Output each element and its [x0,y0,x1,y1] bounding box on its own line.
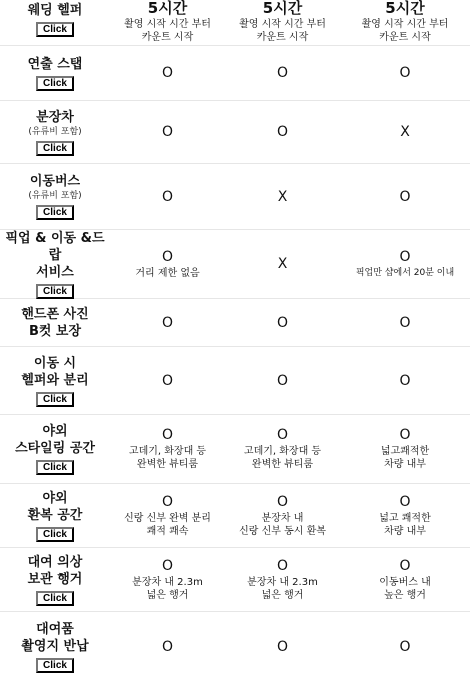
click-button[interactable]: Click [36,460,74,475]
table-row [0,101,470,164]
availability-mark: O [161,248,174,265]
click-button[interactable]: Click [36,22,74,37]
row-label: 환복 공간 [27,507,83,523]
row-label-cell [0,164,110,229]
availability-mark: O [161,372,174,389]
availability-mark: O [399,639,411,655]
availability-mark: O [276,639,289,655]
row-label: 대여품 [36,622,74,637]
table-cell [225,46,340,100]
availability-mark: X [277,256,288,272]
column-desc: 카운트 시작 [256,32,309,43]
cell-note: 차량 내부 [384,525,426,537]
table-row [0,46,470,101]
row-label-cell [0,415,110,483]
row-label-cell [0,299,110,346]
table-cell [110,347,225,414]
column-desc: 촬영 시작 시간 부터 [124,19,211,30]
row-label: 핸드폰 사진 [21,306,89,322]
availability-mark: O [161,124,174,140]
availability-mark: O [161,427,174,443]
row-sublabel: (유류비 포함) [28,126,82,137]
row-label-cell [0,230,110,298]
cell-note: 높은 행거 [384,589,426,601]
table-row [0,230,470,299]
row-label-cell [0,101,110,163]
row-label-cell [0,347,110,414]
row-label-cell [0,484,110,547]
cell-note: 차량 내부 [384,459,426,470]
row-label: 스타일링 공간 [15,441,95,456]
table-cell [340,548,470,611]
cell-note: 고데기, 화장대 등 [128,446,207,457]
row-label: 연출 스탭 [27,56,83,72]
click-button[interactable]: Click [36,205,74,220]
row-label: 이동 시 [33,355,77,371]
availability-mark: O [161,639,174,655]
cell-note: 완벽한 뷰티룸 [136,459,199,470]
column-header [225,0,340,45]
row-label: B컷 보장 [28,323,82,339]
table-row [0,164,470,230]
click-button[interactable]: Click [36,76,74,91]
column-desc: 촬영 시작 시간 부터 [361,19,449,30]
row-label-cell [0,612,110,682]
row-label-cell [0,548,110,611]
cell-note: 쾌적 쾌속 [146,525,189,537]
availability-mark: O [399,557,411,574]
table-row [0,415,470,484]
table-cell [110,415,225,483]
cell-note: 거리 제한 없음 [135,267,200,279]
availability-mark: O [161,493,174,510]
cell-note: 분장차 내 2.3m [132,576,203,588]
availability-mark: O [399,493,411,510]
cell-note: 이동버스 내 [379,576,431,588]
table-cell [340,230,470,298]
header-row [0,0,470,46]
cell-note: 넓은 행거 [146,589,189,601]
column-title: 5시간 [147,0,188,17]
row-label: 헬퍼와 분리 [21,372,89,388]
table-cell [110,164,225,229]
row-label-cell [0,46,110,100]
click-button[interactable]: Click [36,527,74,542]
availability-mark: O [399,65,411,81]
cell-note: 신랑 신부 동시 환복 [239,525,326,537]
cell-note: 분장차 내 [261,512,304,524]
availability-mark: X [277,188,288,205]
availability-mark: O [276,124,289,140]
table-cell [110,612,225,682]
table-cell [225,347,340,414]
table-row [0,484,470,548]
table-cell [340,347,470,414]
availability-mark: X [400,124,410,140]
cell-note: 고데기, 화장대 등 [243,446,322,457]
cell-note: 신랑 신부 완벽 분리 [124,512,211,524]
cell-note: 픽업만 샵에서 20분 이내 [355,267,455,278]
availability-mark: O [399,372,411,389]
availability-mark: O [276,493,289,510]
availability-mark: O [161,65,174,81]
table-cell [340,164,470,229]
row-label: 야외 [42,424,68,439]
table-row [0,612,470,682]
cell-note: 완벽한 뷰티룸 [251,459,314,470]
table-cell [110,101,225,163]
table-cell [110,299,225,346]
click-button[interactable]: Click [36,591,74,606]
availability-mark: O [399,427,411,443]
row-label: 대여 의상 [27,554,83,570]
column-header [110,0,225,45]
table-cell [225,164,340,229]
table-cell [110,230,225,298]
table-cell [340,46,470,100]
row-label: 야외 [42,490,68,506]
row-label: 분장차 [36,109,74,125]
column-title: 5시간 [385,0,425,17]
table-cell [225,415,340,483]
availability-mark: O [276,314,289,331]
availability-mark: O [276,427,289,443]
availability-mark: O [399,314,411,331]
column-desc: 촬영 시작 시간 부터 [239,19,326,30]
availability-mark: O [399,248,411,265]
row-label: 촬영지 반납 [21,639,89,654]
availability-mark: O [276,372,289,389]
table-cell [225,230,340,298]
availability-mark: O [399,188,411,205]
table-cell [340,299,470,346]
table-row [0,299,470,347]
row-label: 픽업 & 이동 &드랍 [5,230,105,263]
table-row [0,347,470,415]
table-cell [110,484,225,547]
table-cell [340,415,470,483]
table-cell [225,101,340,163]
table-cell [225,612,340,682]
row-label: 이동버스 [29,174,81,189]
table-cell [225,484,340,547]
table-cell [225,548,340,611]
column-desc: 카운트 시작 [141,32,194,43]
table-cell [340,612,470,682]
click-button[interactable]: Click [36,141,74,156]
row-label: 웨딩 헬퍼 [27,3,83,18]
column-header [340,0,470,45]
row-label: 서비스 [36,264,74,280]
cell-note: 넓고쾌적한 [380,446,430,457]
table-cell [110,548,225,611]
click-button[interactable]: Click [36,658,74,673]
availability-mark: O [276,557,289,574]
availability-mark: O [161,188,174,205]
column-desc: 카운트 시작 [379,32,431,43]
availability-mark: O [161,314,174,331]
row-sublabel: (유류비 포함) [28,191,82,201]
cell-note: 넓고 쾌적한 [379,512,431,524]
table-cell [110,46,225,100]
click-button[interactable]: Click [36,392,74,407]
availability-mark: O [276,65,289,81]
availability-mark: O [161,557,174,574]
table-cell [225,299,340,346]
table-cell [340,101,470,163]
cell-note: 분장차 내 2.3m [247,576,318,588]
column-title: 5시간 [262,0,303,17]
cell-note: 넓은 행거 [261,589,304,601]
table-cell [340,484,470,547]
table-row [0,548,470,612]
row-label: 보관 행거 [27,571,83,587]
click-button[interactable]: Click [36,284,74,299]
header-label-cell [0,0,110,45]
